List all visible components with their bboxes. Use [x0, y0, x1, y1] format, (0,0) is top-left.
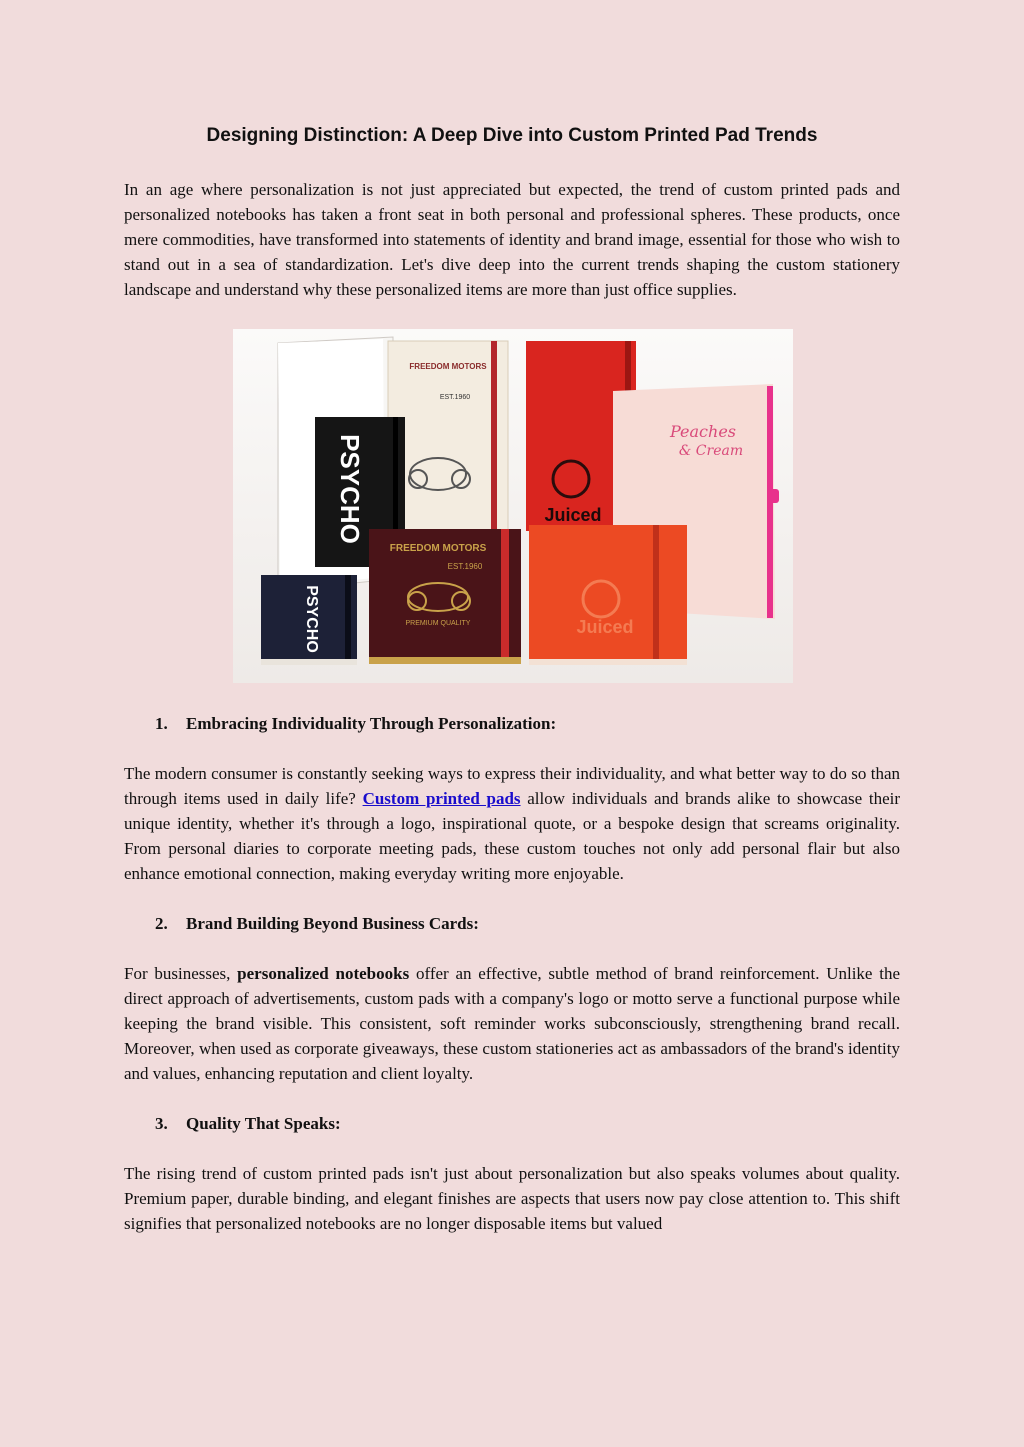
- intro-paragraph: In an age where personalization is not just appreciated but expected, the trend of custom printed pads and personalized notebooks has taken a front seat in both personal and professional spheres. These products, once mere commodities, have transformed into statements of identity and brand image, essential for those who wish to stand out in a sea of standardization. Let's dive deep into the current trends shaping the custom stationery landscape and understand why these personalized items are more than just office supplies.: [124, 180, 900, 299]
- paragraph-text: For businesses,: [124, 964, 238, 983]
- section-paragraph-3: The rising trend of custom printed pads isn't just about personalization but also speaks volumes about quality. Premium paper, durable binding, and elegant finishes are aspects that users now pay close attention to. This shift signifies that personalized notebooks are no longer disposable items but valued: [124, 1164, 900, 1233]
- psycho-print: PSYCHO: [335, 434, 365, 544]
- freedom-motors-gold-print: FREEDOM MOTORS: [389, 543, 487, 554]
- section-title-2: Brand Building Beyond Business Cards:: [186, 914, 479, 933]
- section-heading-3: [124, 1111, 900, 1136]
- psycho-small-print: PSYCHO: [303, 585, 320, 653]
- section-heading-1: [124, 711, 900, 736]
- paragraph-text: The modern consumer is constantly seeking ways to express their individuality, and what better way to do so than through items used in daily life?: [124, 764, 900, 808]
- section-number-3: 3.: [155, 1114, 168, 1133]
- est-print: EST.1960: [439, 394, 471, 401]
- section-number-1: 1.: [155, 714, 168, 733]
- cream-print: & Cream: [678, 443, 744, 459]
- paragraph-text: allow individuals and brands alike to showcase their unique identity, whether it's through a logo, inspirational quote, or a bespoke design that screams originality. From personal diaries to corporate meeting pads, these custom touches not only add personal flair but also enhance emotional connection, making everyday writing more enjoyable.: [124, 789, 900, 883]
- juiced-print: Juiced: [544, 505, 602, 525]
- section-heading-2: [124, 911, 900, 936]
- section-title-3: Quality That Speaks:: [186, 1114, 341, 1133]
- article-title: Designing Distinction: A Deep Dive into Custom Printed Pad Trends: [206, 125, 818, 146]
- personalized-notebooks-bold: personalized notebooks: [237, 964, 410, 983]
- section-paragraph-1: [124, 761, 900, 886]
- navy-notebook: [261, 575, 357, 665]
- premium-print: PREMIUM QUALITY: [405, 620, 471, 627]
- section-title-1: Embracing Individuality Through Personalization:: [186, 714, 557, 733]
- freedom-motors-print: FREEDOM MOTORS: [409, 362, 487, 371]
- peaches-print: Peaches: [670, 422, 736, 441]
- maroon-notebook: [369, 529, 521, 664]
- orange-notebook: [529, 525, 687, 665]
- section-number-2: 2.: [155, 914, 168, 933]
- est-gold-print: EST.1960: [447, 562, 483, 571]
- custom-printed-pads-link[interactable]: Custom printed pads: [362, 789, 521, 808]
- section-paragraph-2: [124, 961, 900, 1086]
- document-page: [124, 118, 900, 1236]
- notebooks-illustration: [233, 329, 793, 683]
- paragraph-text: offer an effective, subtle method of brand reinforcement. Unlike the direct approach of advertisements, custom pads with a company's logo or motto serve a functional purpose while keeping the brand visible. This consistent, soft reminder works subconsciously, strengthening brand recall. Moreover, when used as corporate giveaways, these custom stationeries act as ambassadors of the brand's identity and values, enhancing reputation and client loyalty.: [124, 964, 901, 1083]
- notebooks-photo: [233, 329, 793, 683]
- juiced-emboss-print: Juiced: [576, 617, 634, 637]
- cream-notebook: [388, 341, 508, 537]
